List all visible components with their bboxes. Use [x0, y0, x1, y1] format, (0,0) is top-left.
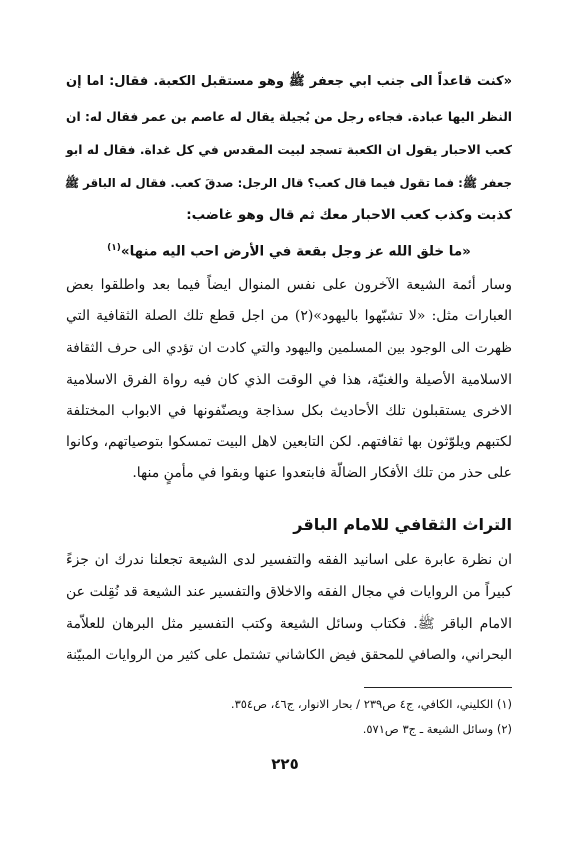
quote-line: كعب الاحبار يقول ان الكعبة تسجد لبيت المقدس في كل غداة. فقال له ابو	[66, 143, 512, 157]
centered-quote-text: «ما خلق الله عز وجل بقعة في الأرض احب اليه منها»	[120, 243, 471, 260]
paragraph-line: على حذر من تلك الأفكار الضالّة فابتعدوا عنها وبقوا في مأمنٍ منها.	[132, 465, 512, 481]
paragraph-line: لكتبهم ويلوّثون بها ثقافتهم. لكن التابعين لاهل البيت تمسكوا بتوصياتهم، وكانوا	[66, 434, 512, 450]
footnote-ref-1: (١)	[107, 243, 121, 253]
paragraph-line: الامام الباقر ﷺ. فكتاب وسائل الشيعة وكتب التفسير مثل البرهان للعلاّمة	[66, 616, 512, 632]
paragraph-line: وسار أئمة الشيعة الآخرون على نفس المنوال ايضاً فيما بعد واطلقوا بعض	[66, 277, 512, 293]
quote-line: كذبت وكذب كعب الاحبار معك ثم قال وهو غاضب:	[186, 207, 512, 223]
quote-line: النظر اليها عبادة. فجاءه رجل من بُجيلة يقال له عاصم بن عمر فقال له: ان	[66, 110, 512, 124]
paragraph-line: ان نظرة عابرة على اسانيد الفقه والتفسير لدى الشيعة تجعلنا ندرك ان جزءً	[66, 552, 512, 568]
centered-quote	[66, 238, 512, 262]
quote-line: جعفر ﷺ: فما تقول فيما قال كعب؟ قال الرجل: صدقَ كعب. فقال له الباقر ﷺ	[64, 176, 512, 190]
page-number: ٢٢٥	[271, 755, 299, 773]
section-heading-wrap	[66, 515, 512, 539]
paragraph-line: العبارات مثل: «لا تشبّهوا باليهود»(٢) من اجل قطع تلك الصلة الثقافية التي	[66, 308, 512, 324]
paragraph-line: الاخرى يستقبلون تلك الأحاديث بكل سذاجة ويصنّفونها في الابواب المختلفة	[66, 403, 512, 419]
paragraph-line: كبيراً من الروايات في مجال الفقه والاخلاق والتفسير عند الشيعة قد نُقِلت عن	[66, 584, 512, 600]
footnote-1: (١) الكليني، الكافي، ج٤ ص٢٣٩ / بحار الانوار، ج٤٦، ص٣٥٤.	[230, 697, 512, 711]
paragraph-line: ظهرت الى الوجود بين المسلمين واليهود والتي كادت ان تؤدي الى حرف الثقافة	[66, 340, 512, 356]
footnote-divider	[364, 687, 512, 688]
section-heading: التراث الثقافي للامام الباقر	[293, 515, 512, 534]
footnote-2: (٢) وسائل الشيعة ـ ج٣ ص٥٧١.	[362, 722, 512, 736]
paragraph-line: البحراني، والصافي للمحقق فيض الكاشاني تشتمل على كثير من الروايات المبيّنة	[66, 647, 512, 663]
paragraph-line: الاسلامية الأصيلة والغنيّة، هذا في الوقت الذي كان فيه رواة الفرق الاسلامية	[66, 372, 512, 388]
quote-line: «كنت قاعداً الى جنب ابي جعفر ﷺ وهو مستقبل الكعبة. فقال: اما إن	[66, 74, 512, 89]
